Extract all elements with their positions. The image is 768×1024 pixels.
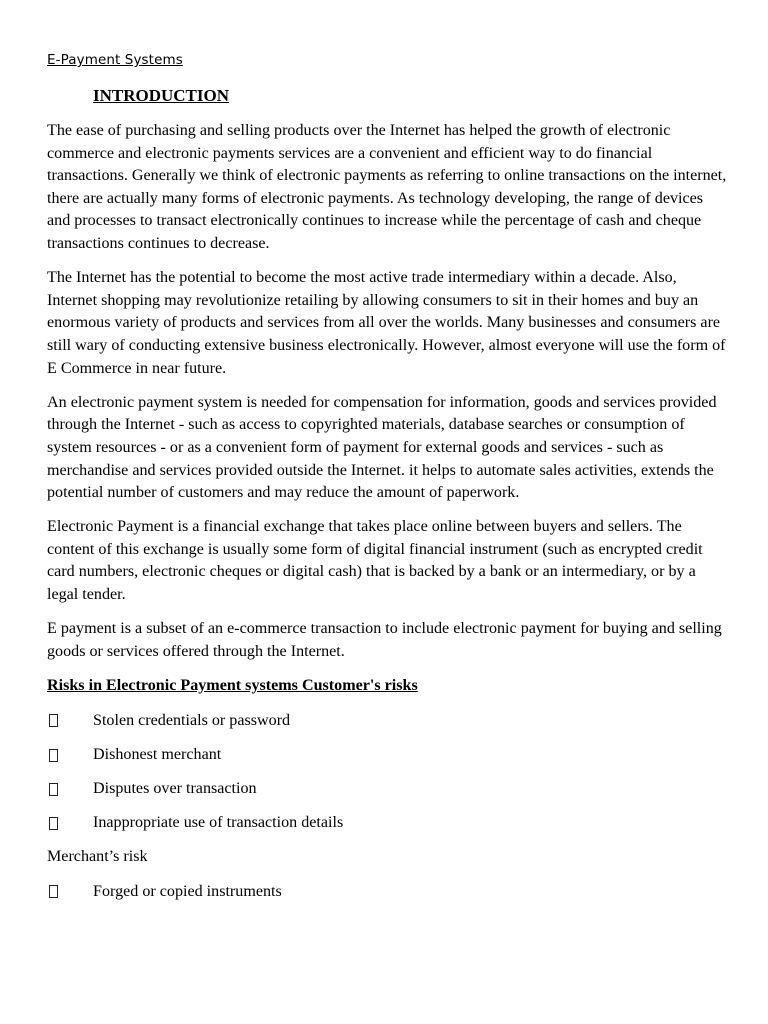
list-item <box>47 710 727 733</box>
list-item-text: Stolen credentials or password <box>93 711 291 729</box>
introduction-heading: INTRODUCTION <box>93 86 230 105</box>
list-item <box>47 812 727 835</box>
list-item <box>47 881 727 904</box>
paragraph-5: E payment is a subset of an e-commerce transaction to include electronic payment for buying and selling goods or services offered through the Internet. <box>47 620 722 660</box>
document-body <box>47 120 727 915</box>
bullet-box-icon <box>47 885 93 898</box>
risks-heading: Risks in Electronic Payment systems Customer's risks <box>47 677 418 695</box>
list-item-text: Disputes over transaction <box>93 780 257 797</box>
bullet-box-icon <box>47 817 93 830</box>
paragraph-3: An electronic payment system is needed for compensation for information, goods and services provided through the Internet - such as access to copyrighted materials, database searches or consumption of system resources - or as a convenient form of payment for external goods and services - such as merchandise and services provided outside the Internet. it helps to automate sales activities, extends the potential number of customers and may reduce the amount of paperwork. <box>47 393 717 502</box>
paragraph-4: Electronic Payment is a financial exchange that takes place online between buyers and sellers. The content of this exchange is usually some form of digital financial instrument (such as encrypted credit card numbers, electronic cheques or digital cash) that is backed by a bank or an intermediary, or by a legal tender. <box>47 518 703 604</box>
paragraph-1: The ease of purchasing and selling products over the Internet has helped the growth of electronic commerce and electronic payments services are a convenient and efficient way to do financial transactions. Generally we think of electronic payments as referring to online transactions on the internet, there are actually many forms of electronic payments. As technology developing, the range of devices and processes to transact electronically continues to increase while the percentage of cash and cheque transactions continues to decrease. <box>47 122 727 252</box>
list-item <box>47 744 727 767</box>
bullet-box-icon <box>47 714 93 727</box>
paragraph-2: The Internet has the potential to become the most active trade intermediary within a decade. Also, Internet shopping may revolutionize retailing by allowing consumers to sit in their homes and buy an enormous variety of products and services from all over the worlds. Many businesses and consumers are still wary of conducting extensive business electronically. However, almost everyone will use the form of E Commerce in near future. <box>47 269 726 377</box>
document-title: E-Payment Systems <box>47 52 183 68</box>
list-item <box>47 778 727 801</box>
merchant-risk-heading: Merchant’s risk <box>47 848 148 866</box>
bullet-box-icon <box>47 749 93 762</box>
list-item-text: Forged or copied instruments <box>93 882 282 900</box>
list-item-text: Dishonest merchant <box>93 745 222 763</box>
bullet-box-icon <box>47 783 93 796</box>
list-item-text: Inappropriate use of transaction details <box>93 814 344 832</box>
